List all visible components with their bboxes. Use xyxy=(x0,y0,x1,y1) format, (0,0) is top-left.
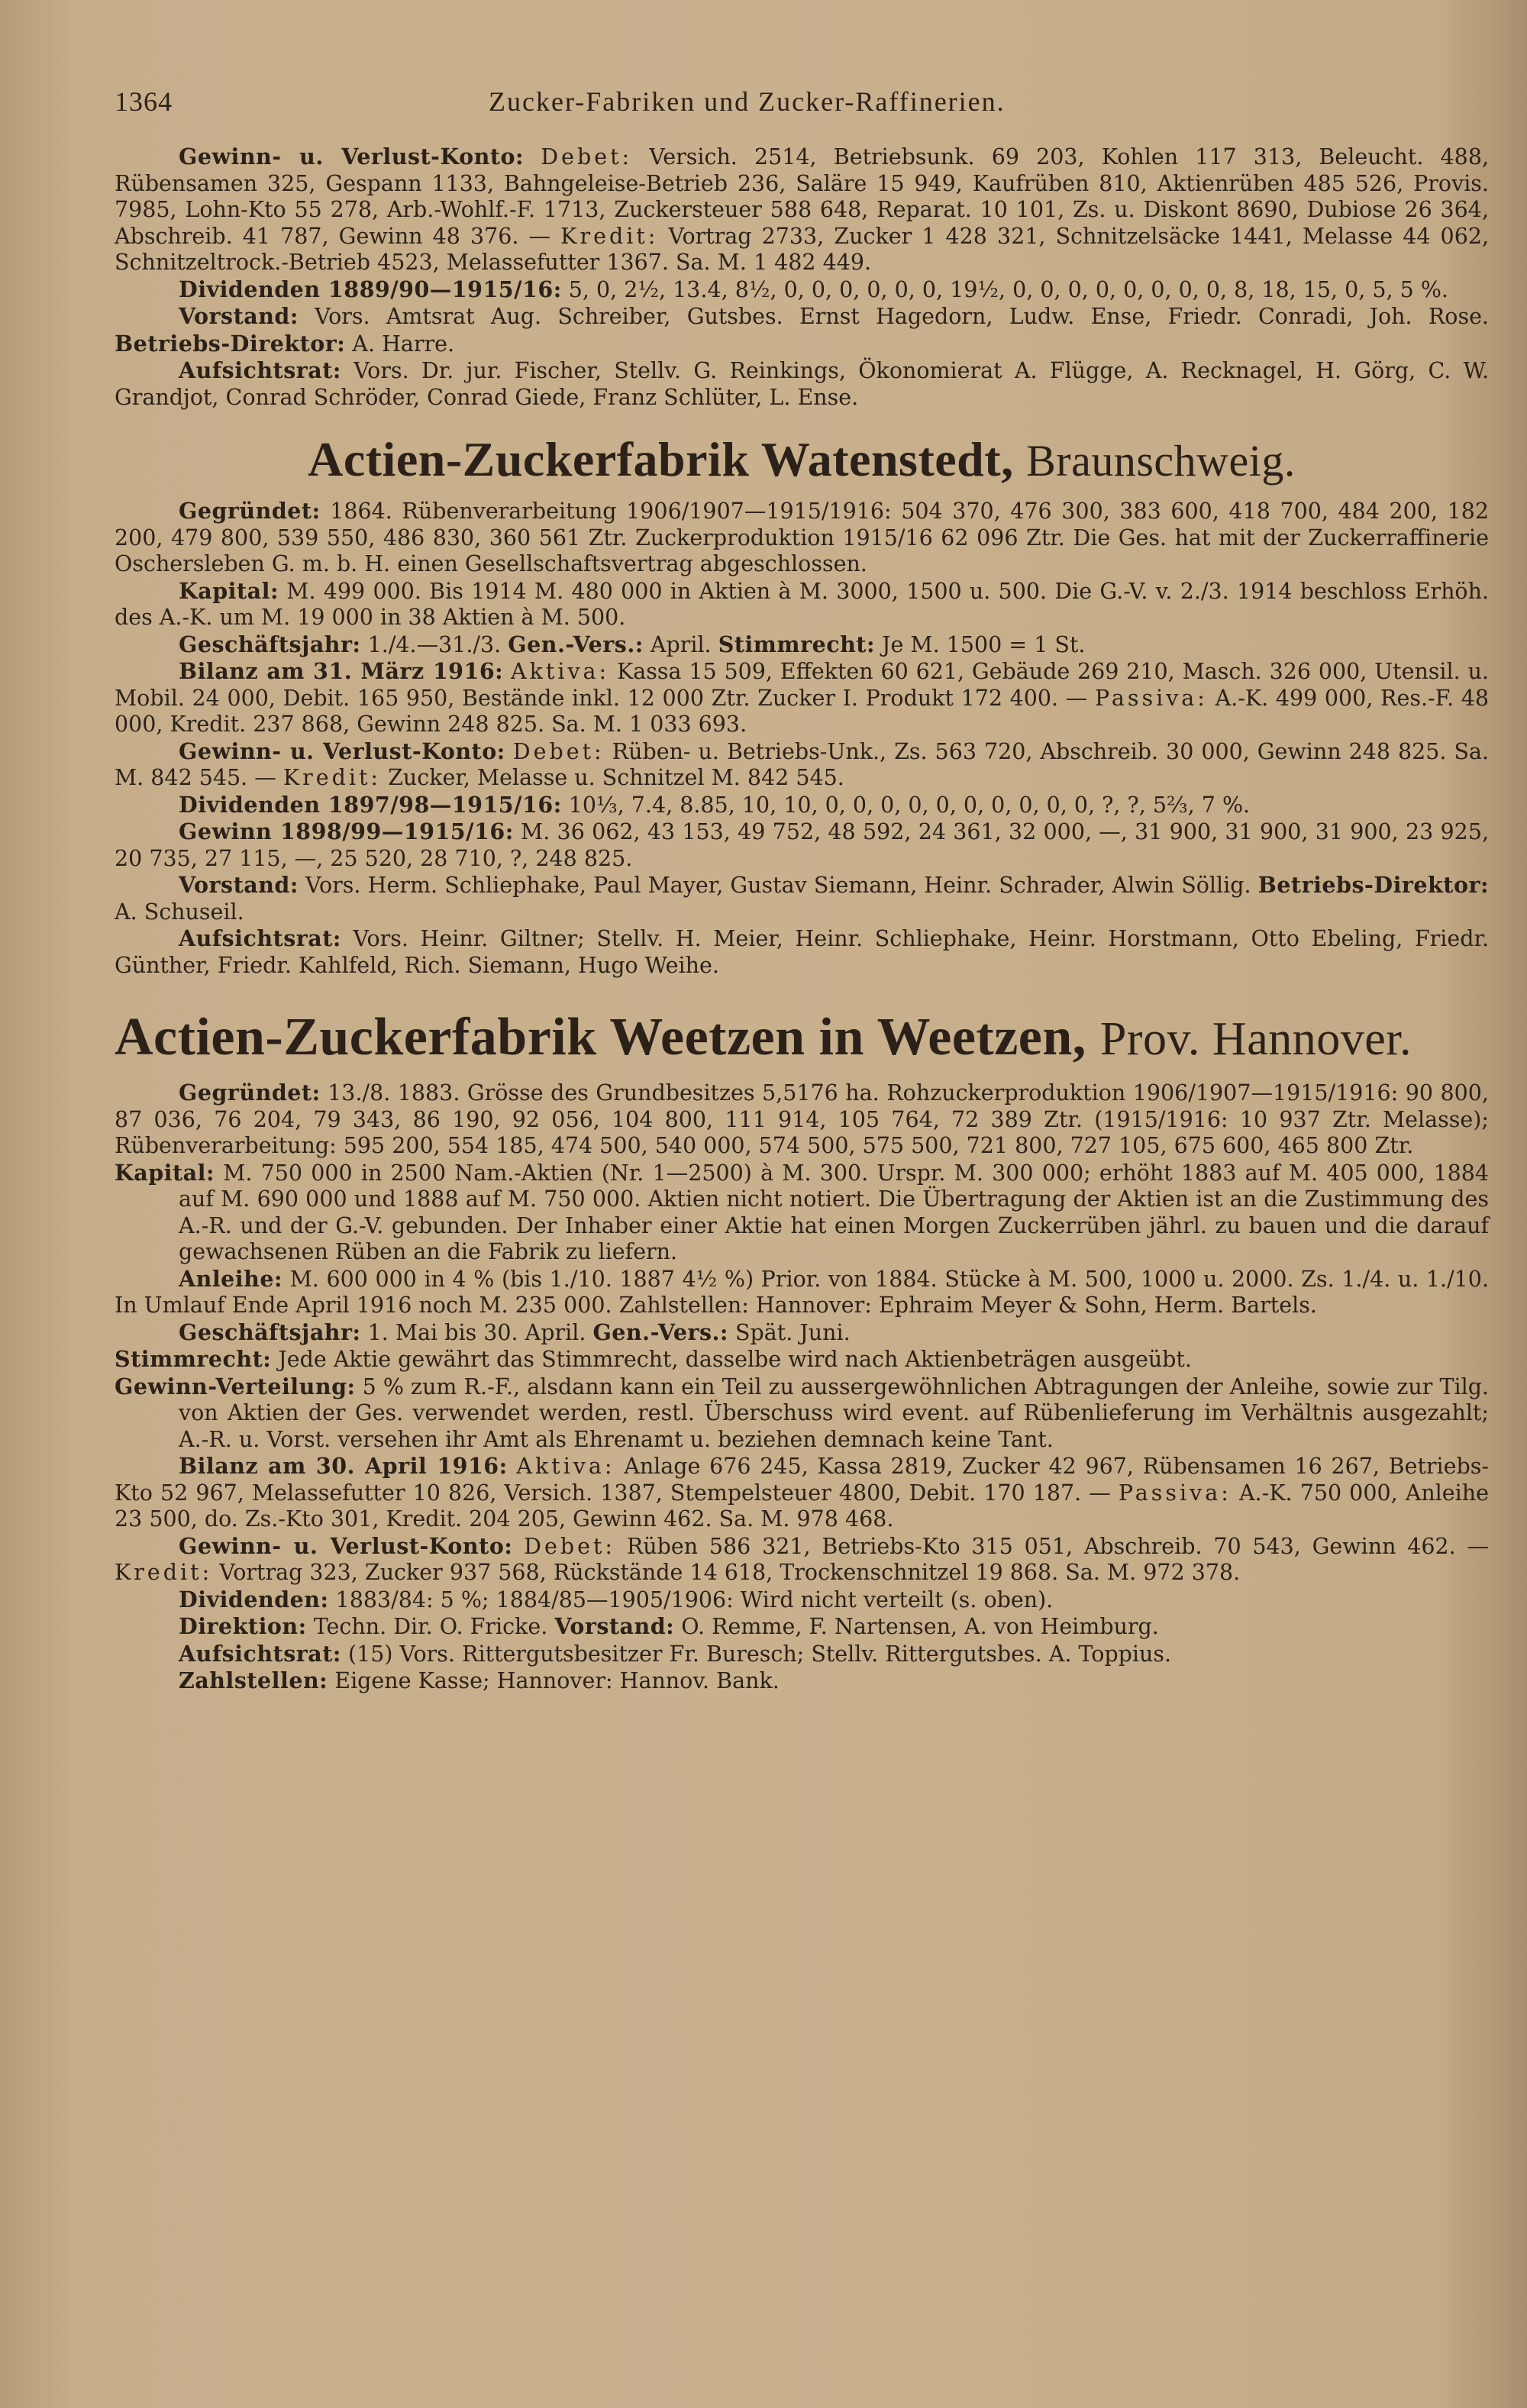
aufsichtsrat-paragraph: Aufsichtsrat: Vors. Heinr. Giltner; Stellv. H. Meier, Heinr. Schliephake, Heinr. Horstmann, Otto Ebeling, Friedr. Günther, Friedr. Kahlfeld, Rich. Siemann, Hugo Weihe. xyxy=(115,925,1490,978)
bilanz-paragraph: Bilanz am 31. März 1916: Aktiva: Kassa 15 509, Effekten 60 621, Gebäude 269 210, Masch. 326 000, Utensil. u. Mobil. 24 000, Debit. 165 950, Bestände inkl. 12 000 Ztr. Zucker I. Produkt 172 400. — Passiva: A.-K. 499 000, Res.-F. 48 000, Kredit. 237 868, Gewinn 248 825. Sa. M. 1 033 693. xyxy=(115,658,1490,737)
kapital-paragraph: Kapital: M. 499 000. Bis 1914 M. 480 000 in Aktien à M. 3000, 1500 u. 500. Die G.-V. v. 2./3. 1914 beschloss Erhöh. des A.-K. um M. 19 000 in 38 Aktien à M. 500. xyxy=(115,577,1490,630)
zahlstellen-paragraph: Zahlstellen: Eigene Kasse; Hannover: Hannov. Bank. xyxy=(179,1667,780,1693)
dividenden-paragraph: Dividenden 1889/90—1915/16: 5, 0, 2½, 13.4, 8½, 0, 0, 0, 0, 0, 0, 19½, 0, 0, 0, 0, 0, 0, 0, 0, 8, 18, 15, 0, 5, 5 %. xyxy=(179,276,1448,302)
direktion-paragraph: Direktion: Techn. Dir. O. Fricke. Vorstand: O. Remme, F. Nartensen, A. von Heimburg. xyxy=(179,1613,1159,1639)
stimmrecht-paragraph: Stimmrecht: Jede Aktie gewährt das Stimmrecht, dasselbe wird nach Aktienbeträgen ausgeübt. xyxy=(115,1346,1192,1372)
anleihe-paragraph: Anleihe: M. 600 000 in 4 % (bis 1./10. 1887 4½ %) Prior. von 1884. Stücke à M. 500, 1000 u. 2000. Zs. 1./4. u. 1./10. In Umlauf Ende April 1916 noch M. 235 000. Zahlstellen: Hannover: Ephraim Meyer & Sohn, Herm. Bartels. xyxy=(115,1265,1490,1318)
page-number: 1364 xyxy=(115,86,173,117)
vorstand-paragraph: Vorstand: Vors. Herm. Schliephake, Paul Mayer, Gustav Siemann, Heinr. Schrader, Alwin Söllig. Betriebs-Direktor: A. Schuseil. xyxy=(115,872,1489,925)
bilanz-paragraph: Bilanz am 30. April 1916: Aktiva: Anlage 676 245, Kassa 2819, Zucker 42 967, Rübensamen 16 267, Betriebs-Kto 52 967, Melassefutter 10 826, Versich. 1387, Stempelsteuer 4800, Debit. 170 187. — Passiva: A.-K. 750 000, Anleihe 23 500, do. Zs.-Kto 301, Kredit. 204 205, Gewinn 462. Sa. M. 978 468. xyxy=(115,1453,1490,1532)
gewinnreihe-paragraph: Gewinn 1898/99—1915/16: M. 36 062, 43 153, 49 752, 48 592, 24 361, 32 000, —, 31 900, 31 900, 31 900, 23 925, 20 735, 27 115, —, 25 520, 28 710, ?, 248 825. xyxy=(115,818,1490,871)
gegruendet-paragraph: Gegründet: 13./8. 1883. Grösse des Grundbesitzes 5,5176 ha. Rohzuckerproduktion 1906/1907—1915/1916: 90 800, 87 036, 76 204, 79 343, 86 190, 92 056, 104 800, 111 914, 105 764, 72 389 Ztr. (1915/1916: 10 937 Ztr. Melasse); Rübenverarbeitung: 595 200, 554 185, 474 500, 540 000, 574 500, 575 500, 721 800, 727 105, 675 600, 465 800 Ztr. xyxy=(115,1080,1489,1158)
previous-company-section xyxy=(115,122,1489,411)
watenstedt-section xyxy=(115,498,1489,979)
gewinn-verlust-paragraph: Gewinn- u. Verlust-Konto: Debet: Rüben 586 321, Betriebs-Kto 315 051, Abschreib. 70 543, Gewinn 462. — Kredit: Vortrag 323, Zucker 937 568, Rückstände 14 618, Trockenschnitzel 19 868. Sa. M. 972 378. xyxy=(115,1532,1490,1585)
vorstand-paragraph: Vorstand: Vors. Amtsrat Aug. Schreiber, Gutsbes. Ernst Hagedorn, Ludw. Ense, Friedr. Conradi, Joh. Rose. Betriebs-Direktor: A. Harre. xyxy=(115,303,1489,357)
aufsichtsrat-paragraph: Aufsichtsrat: (15) Vors. Rittergutsbesitzer Fr. Buresch; Stellv. Rittergutsbes. A. Toppius. xyxy=(179,1640,1172,1667)
gewinn-verteilung-paragraph: Gewinn-Verteilung: 5 % zum R.-F., alsdann kann ein Teil zu aussergewöhnlichen Abtragungen der Anleihe, sowie zur Tilg. von Aktien der Ges. verwendet werden, restl. Überschuss wird event. auf Rübenlieferung im Verhältnis ausgezahlt; A.-R. u. Vorst. versehen ihr Amt als Ehrenamt u. beziehen demnach keine Tant. xyxy=(115,1373,1489,1452)
gegruendet-paragraph: Gegründet: 1864. Rübenverarbeitung 1906/1907—1915/1916: 504 370, 476 300, 383 600, 418 700, 484 200, 182 200, 479 800, 539 550, 486 830, 360 561 Ztr. Zuckerproduktion 1915/16 62 096 Ztr. Die Ges. hat mit der Zuckerraffinerie Oschersleben G. m. b. H. einen Gesellschaftsvertrag abgeschlossen. xyxy=(115,498,1490,576)
kapital-paragraph: Kapital: M. 750 000 in 2500 Nam.-Aktien (Nr. 1—2500) à M. 300. Urspr. M. 300 000; erhöht 1883 auf M. 405 000, 1884 auf M. 690 000 und 1888 auf M. 750 000. Aktien nicht notiert. Die Übertragung der Aktien ist an die Zustimmung des A.-R. und der G.-V. gebunden. Der Inhaber einer Aktie hat einen Morgen Zuckerrüben jährl. zu bauen und die darauf gewachsenen Rüben an die Fabrik zu liefern. xyxy=(115,1159,1490,1264)
weetzen-section xyxy=(115,1080,1489,1695)
dividenden-paragraph: Dividenden: 1883/84: 5 %; 1884/85—1905/1906: Wird nicht verteilt (s. oben). xyxy=(179,1586,1054,1612)
gewinn-verlust-paragraph: Gewinn- u. Verlust-Konto: Debet: Rüben- u. Betriebs-Unk., Zs. 563 720, Abschreib. 30 000, Gewinn 248 825. Sa. M. 842 545. — Kredit: Zucker, Melasse u. Schnitzel M. 842 545. xyxy=(115,738,1490,790)
dividenden-paragraph: Dividenden 1897/98—1915/16: 10⅓, 7.4, 8.85, 10, 10, 0, 0, 0, 0, 0, 0, 0, 0, 0, 0, ?, ?, 5⅔, 7 %. xyxy=(179,791,1251,818)
gewinn-verlust-paragraph: Gewinn- u. Verlust-Konto: Debet: Versich. 2514, Betriebsunk. 69 203, Kohlen 117 313, Beleucht. 488, Rübensamen 325, Gespann 1133, Bahngeleise-Betrieb 236, Saläre 15 949, Kaufrüben 810, Aktienrüben 485 526, Provis. 7985, Lohn-Kto 55 278, Arb.-Wohlf.-F. 1713, Zuckersteuer 588 648, Reparat. 10 101, Zs. u. Diskont 8690, Dubiose 26 364, Abschreib. 41 787, Gewinn 48 376. — Kredit: Vortrag 2733, Zucker 1 428 321, Schnitzelsäcke 1441, Melasse 44 062, Schnitzeltrock.-Betrieb 4523, Melassefutter 1367. Sa. M. 1 482 449. xyxy=(115,144,1490,275)
geschaeftsjahr-paragraph: Geschäftsjahr: 1. Mai bis 30. April. Gen.-Vers.: Spät. Juni. xyxy=(179,1319,851,1345)
company-heading-watenstedt: Actien-Zuckerfabrik Watenstedt, Braunschweig. xyxy=(308,432,1296,486)
geschaeftsjahr-paragraph: Geschäftsjahr: 1./4.—31./3. Gen.-Vers.: April. Stimmrecht: Je M. 1500 = 1 St. xyxy=(179,631,1086,657)
company-heading-weetzen: Actien-Zuckerfabrik Weetzen in Weetzen, Prov. Hannover. xyxy=(115,1008,1412,1067)
aufsichtsrat-paragraph: Aufsichtsrat: Vors. Dr. jur. Fischer, Stellv. G. Reinkings, Ökonomierat A. Flügge, A. Recknagel, H. Görg, C. W. Grandjot, Conrad Schröder, Conrad Giede, Franz Schlüter, L. Ense. xyxy=(115,357,1490,410)
page-header xyxy=(115,76,1489,122)
running-title: Zucker-Fabriken und Zucker-Raffinerien. xyxy=(489,86,1006,117)
